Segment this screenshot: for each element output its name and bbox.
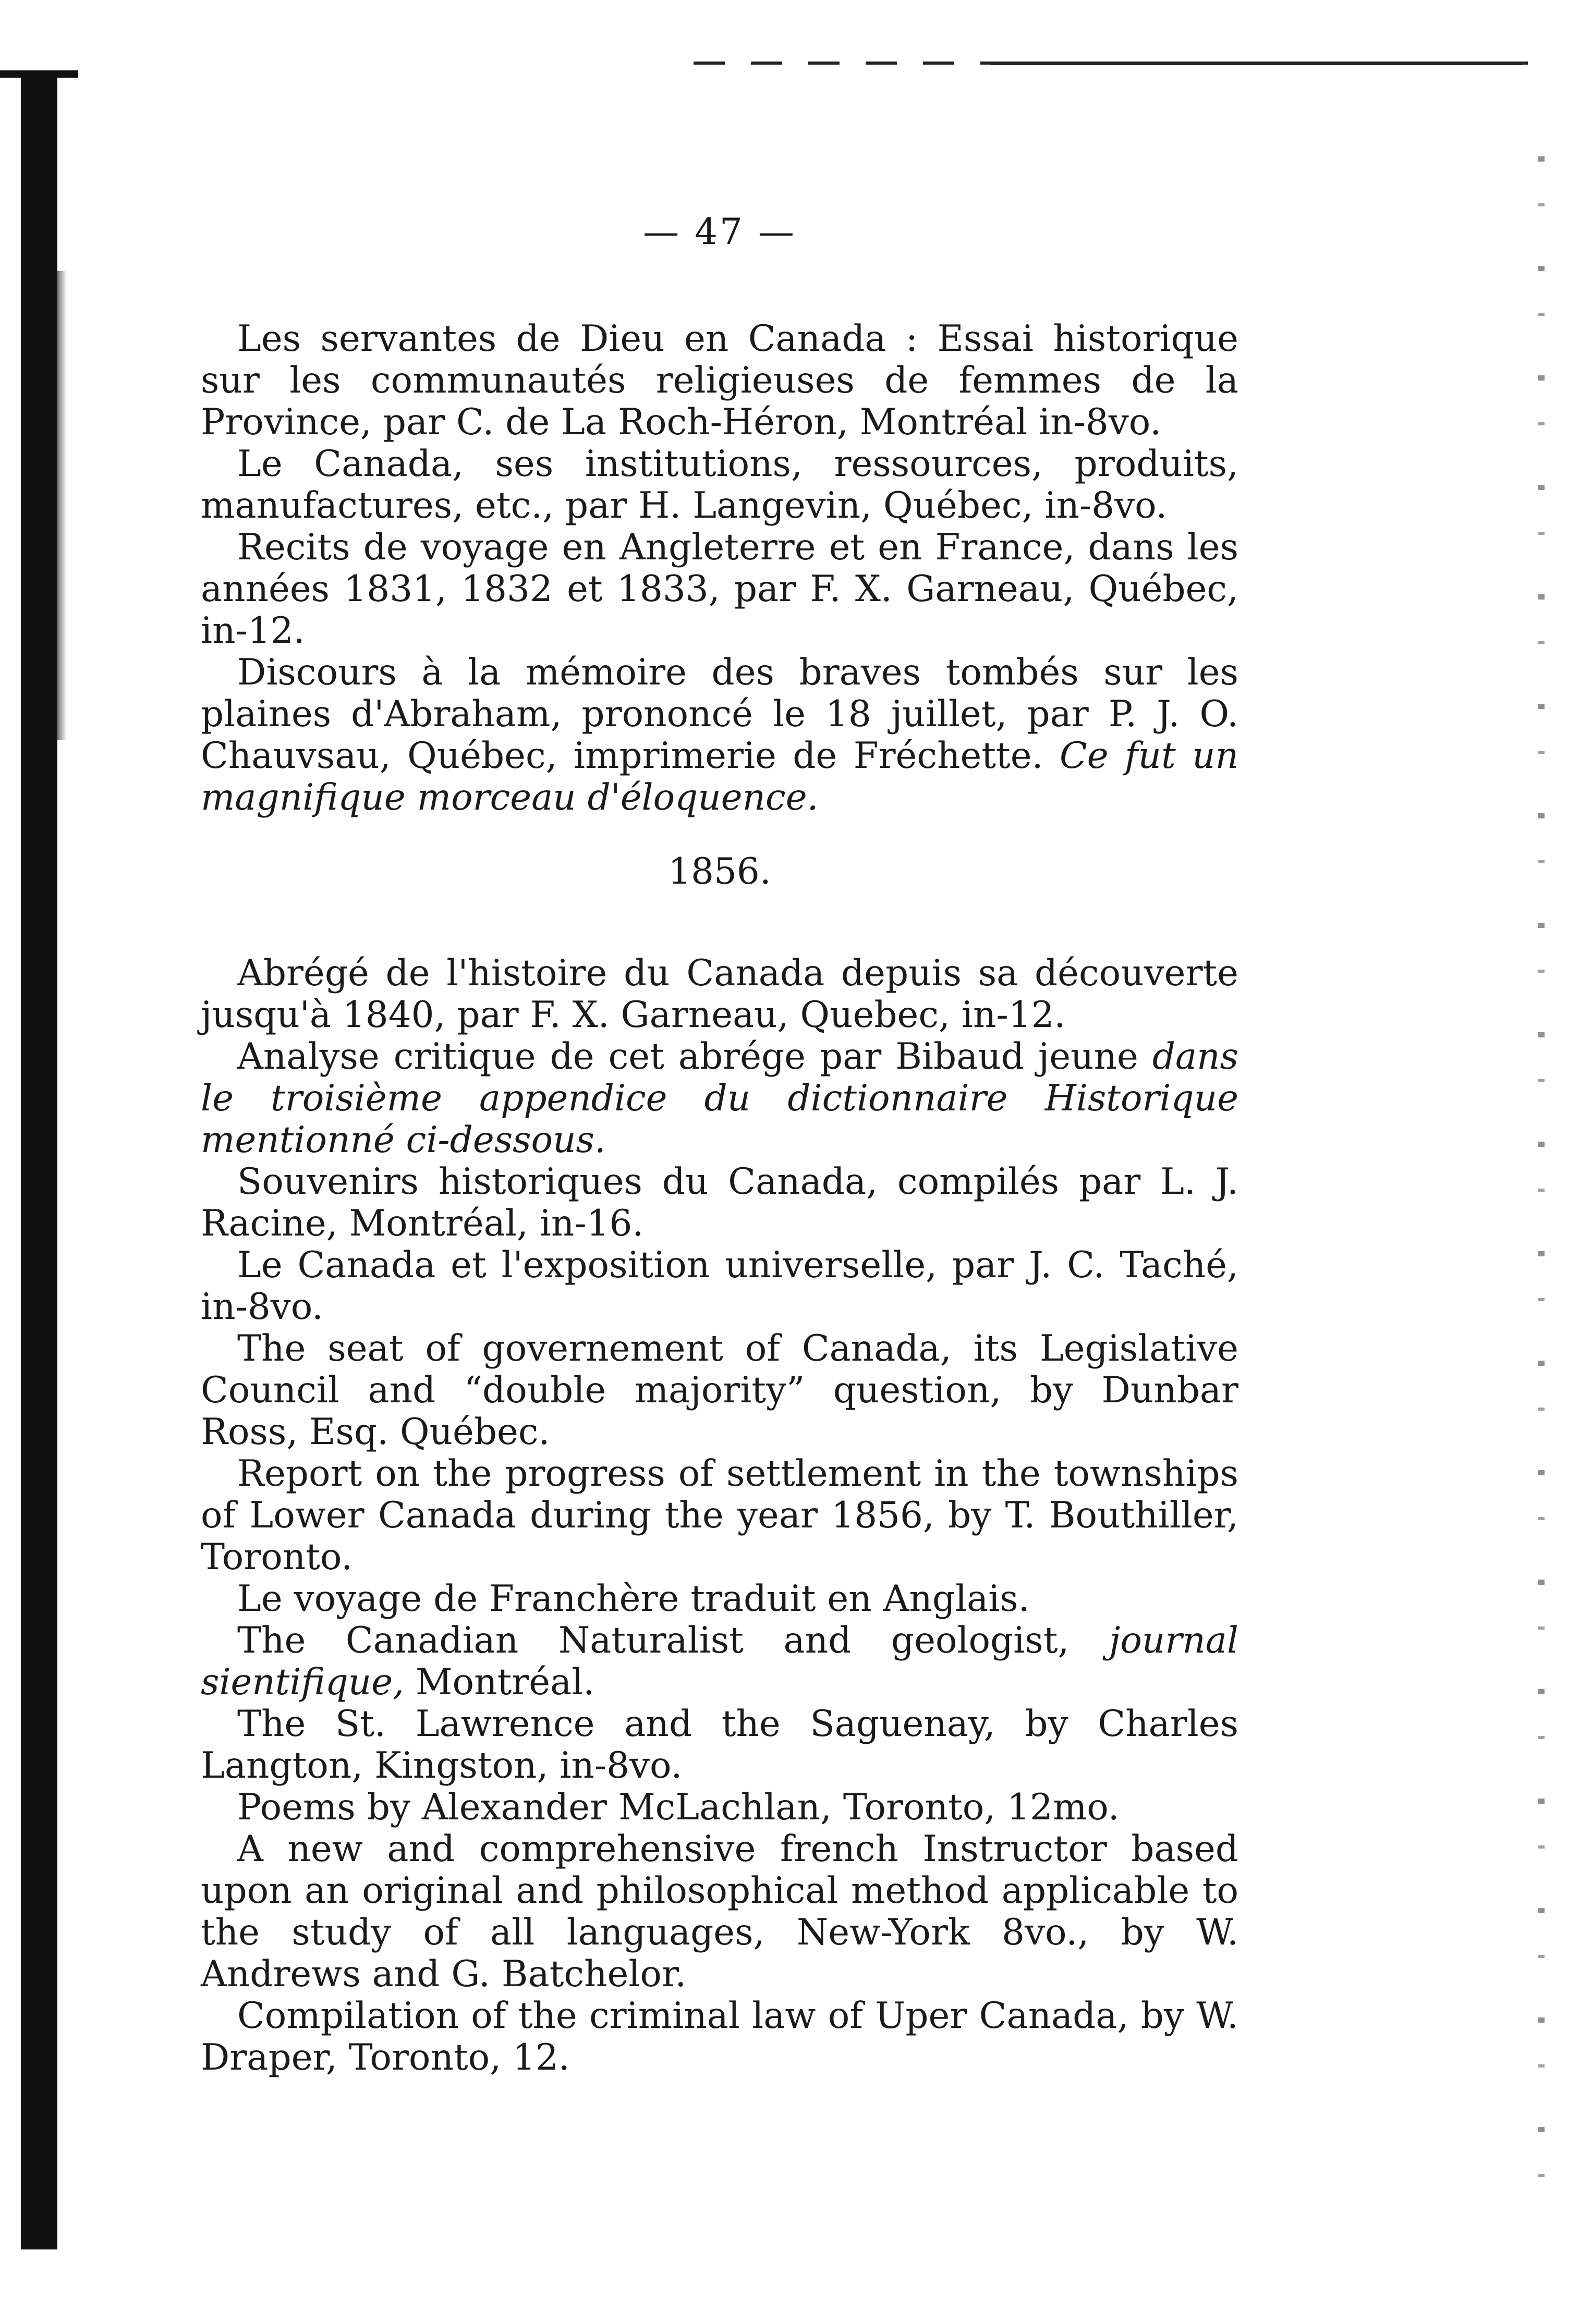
bibliography-entry: Les servantes de Dieu en Canada : Essai historique sur les communautés religieuses de femmes de la Province, par C. de La Roch-Héron, Montréal in-8vo.: [201, 318, 1238, 443]
bibliography-entry: The St. Lawrence and the Saguenay, by Charles Langton, Kingston, in-8vo.: [201, 1703, 1238, 1787]
page-number: — 47 —: [643, 211, 796, 253]
bibliography-entry: Abrégé de l'histoire du Canada depuis sa découverte jusqu'à 1840, par F. X. Garneau, Quebec, in-12.: [201, 952, 1238, 1036]
bibliography-entry: Poems by Alexander McLachlan, Toronto, 12mo.: [237, 1787, 1120, 1828]
bibliography-entry: Recits de voyage en Angleterre et en France, dans les années 1831, 1832 et 1833, par F. X. Garneau, Québec, in-12.: [201, 527, 1238, 652]
entry-italic-note: journal sientifique,: [201, 1620, 1238, 1703]
entry-italic-note: Ce fut un magnifique morceau d'éloquence.: [201, 735, 1239, 818]
binding-shadow: [57, 271, 67, 740]
bibliography-entry: Discours à la mémoire des braves tombés sur les plaines d'Abraham, prononcé le 18 juillet, par P. J. O. Chauvsau, Québec, imprimerie de Fréchette. Ce fut un magnifique morceau d'éloquence.: [201, 652, 1239, 818]
top-rule-solid: [991, 62, 1523, 65]
bibliography-entry: Compilation of the criminal law of Uper Canada, by W. Draper, Toronto, 12.: [201, 1995, 1238, 2078]
bibliography-entry: A new and comprehensive french Instructor based upon an original and philosophical method applicable to the study of all languages, New-York 8vo., by W. Andrews and G. Batchelor.: [201, 1828, 1238, 1995]
bibliography-entry: Analyse critique de cet abrége par Bibaud jeune dans le troisième appendice du dictionnaire Historique mentionné ci-dessous.: [201, 1036, 1238, 1161]
bibliography-entry: Le Canada, ses institutions, ressources, produits, manufactures, etc., par H. Langevin, Québec, in-8vo.: [201, 443, 1238, 527]
bibliography-entry: The seat of governement of Canada, its Legislative Council and “double majority” question, by Dunbar Ross, Esq. Québec.: [201, 1328, 1238, 1453]
right-page-edge: [1538, 156, 1545, 2190]
bibliography-entry: Le voyage de Franchère traduit en Anglais.: [237, 1578, 1030, 1620]
book-binding-edge: [21, 70, 57, 2249]
page-text: [201, 211, 1238, 2078]
bibliography-entry: The Canadian Naturalist and geologist, journal sientifique, Montréal.: [201, 1620, 1238, 1703]
year-heading: 1856.: [668, 851, 771, 892]
bibliography-entry: Souvenirs historiques du Canada, compilés par L. J. Racine, Montréal, in-16.: [201, 1161, 1238, 1244]
bibliography-entry: Report on the progress of settlement in the townships of Lower Canada during the year 1856, by T. Bouthiller, Toronto.: [201, 1453, 1238, 1578]
bibliography-entry: Le Canada et l'exposition universelle, par J. C. Taché, in-8vo.: [201, 1244, 1238, 1328]
entry-italic-note: dans le troisième appendice du dictionnaire Historique mentionné ci-dessous.: [201, 1036, 1238, 1161]
